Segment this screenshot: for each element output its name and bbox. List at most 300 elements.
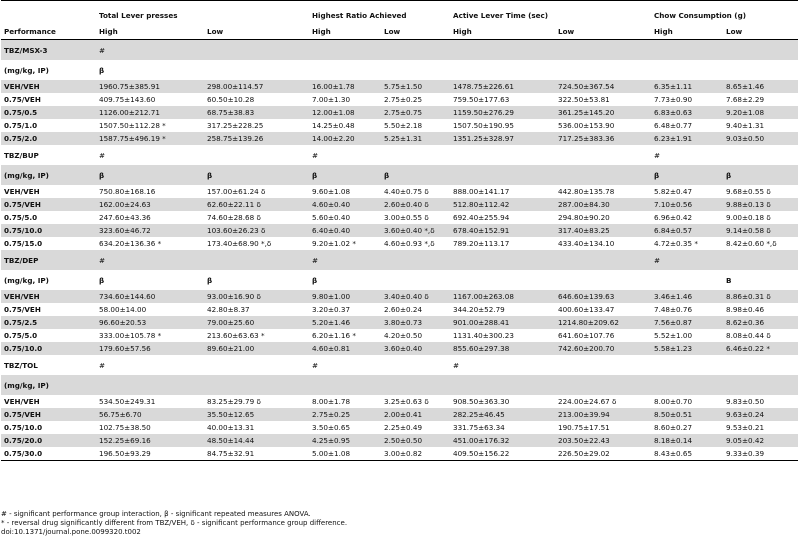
significance-mark: β xyxy=(96,165,204,185)
data-cell: 4.72±0.35 * xyxy=(654,239,698,248)
data-cell: 173.40±68.90 *,δ xyxy=(207,239,272,248)
data-cell: 742.60±200.70 xyxy=(555,342,651,355)
data-cell: 6.48±0.77 xyxy=(654,121,693,130)
data-cell: 2.25±0.49 xyxy=(384,423,423,432)
data-cell: 9.88±0.13 δ xyxy=(723,198,798,211)
data-cell: 9.83±0.50 xyxy=(726,397,765,406)
data-cell: 7.73±0.90 xyxy=(654,95,693,104)
data-cell: 1507.50±190.95 xyxy=(453,121,514,130)
data-cell: 9.60±1.08 xyxy=(312,187,351,196)
data-cell: 103.60±26.23 δ xyxy=(204,224,309,237)
significance-mark xyxy=(450,60,555,80)
data-cell: 2.75±0.25 xyxy=(309,408,381,421)
data-cell: 646.60±139.63 xyxy=(555,290,651,303)
data-cell: 9.00±0.18 δ xyxy=(726,213,771,222)
significance-mark xyxy=(450,165,555,185)
data-cell: 258.75±139.26 xyxy=(204,132,309,145)
data-cell: 12.00±1.08 xyxy=(309,106,381,119)
significance-mark xyxy=(450,270,555,290)
data-cell: 1167.00±263.08 xyxy=(450,290,555,303)
data-cell: 7.10±0.56 xyxy=(651,198,723,211)
data-cell: 8.98±0.46 xyxy=(726,305,765,314)
significance-mark: B xyxy=(726,275,732,285)
data-cell: 4.25±0.95 xyxy=(309,434,381,447)
data-cell: 855.60±297.38 xyxy=(450,342,555,355)
data-cell: 9.14±0.58 δ xyxy=(723,224,798,237)
data-cell: 294.80±90.20 xyxy=(558,213,610,222)
data-cell: 2.75±0.75 xyxy=(381,106,450,119)
table-row xyxy=(1,106,798,119)
block-unit-row xyxy=(1,60,798,80)
significance-mark xyxy=(204,60,309,80)
data-cell: 692.40±255.94 xyxy=(453,213,510,222)
row-label: 0.75/VEH xyxy=(4,305,41,314)
header-high: High xyxy=(309,23,381,40)
significance-mark xyxy=(555,270,651,290)
header-row-groups xyxy=(1,7,798,23)
significance-mark: # xyxy=(453,360,460,370)
significance-mark xyxy=(555,250,651,270)
data-cell: 5.20±1.46 xyxy=(309,316,381,329)
table-row xyxy=(1,342,798,355)
data-cell: 282.25±46.45 xyxy=(450,408,555,421)
significance-mark: β xyxy=(309,165,381,185)
footnote-symbols-1: # - significant performance group interaction, β - significant repeated measures ANOVA. xyxy=(1,510,311,518)
significance-mark: β xyxy=(312,275,318,285)
data-cell: 1960.75±385.91 xyxy=(96,80,204,93)
row-label: 0.75/10.0 xyxy=(4,423,43,432)
data-cell: 4.60±0.93 *,δ xyxy=(384,239,435,248)
data-cell: 536.00±153.90 xyxy=(558,121,615,130)
row-label: VEH/VEH xyxy=(1,80,96,93)
data-cell: 9.05±0.42 xyxy=(723,434,798,447)
data-cell: 333.00±105.78 * xyxy=(99,331,162,340)
data-cell: 5.82±0.47 xyxy=(654,187,693,196)
dose-unit-label: (mg/kg, IP) xyxy=(1,375,96,395)
data-cell: 298.00±114.57 xyxy=(204,80,309,93)
data-cell: 512.80±112.42 xyxy=(450,198,555,211)
data-cell: 717.25±383.36 xyxy=(555,132,651,145)
block-unit-row xyxy=(1,375,798,395)
header-blank xyxy=(1,7,96,23)
data-cell: 7.48±0.76 xyxy=(654,305,693,314)
significance-mark: # xyxy=(309,250,381,270)
table-row xyxy=(1,237,798,250)
block-title: TBZ/BUP xyxy=(4,150,39,160)
data-cell: 323.60±46.72 xyxy=(96,224,204,237)
block-title: TBZ/DEP xyxy=(1,250,96,270)
row-label: 0.75/15.0 xyxy=(4,239,43,248)
significance-mark: # xyxy=(99,360,106,370)
significance-mark xyxy=(555,40,651,61)
row-label: 0.75/10.0 xyxy=(1,342,96,355)
data-cell: 1351.25±328.97 xyxy=(450,132,555,145)
data-cell: 93.00±16.90 δ xyxy=(204,290,309,303)
data-table xyxy=(1,0,798,461)
significance-mark xyxy=(381,375,450,395)
significance-mark: β xyxy=(99,275,105,285)
data-cell: 4.20±0.50 xyxy=(384,331,423,340)
table-row xyxy=(1,408,798,421)
data-cell: 6.20±1.16 * xyxy=(312,331,356,340)
data-cell: 344.20±52.79 xyxy=(453,305,505,314)
significance-mark xyxy=(651,355,723,375)
footnote-doi: doi:10.1371/journal.pone.0099320.t002 xyxy=(1,528,141,536)
data-cell: 152.25±69.16 xyxy=(96,434,204,447)
significance-mark xyxy=(309,40,381,61)
significance-mark xyxy=(723,375,798,395)
block-unit-row xyxy=(1,165,798,185)
row-label: 0.75/VEH xyxy=(4,95,41,104)
header-performance: Performance xyxy=(1,23,96,40)
table-row xyxy=(1,329,798,342)
table-row xyxy=(1,434,798,447)
significance-mark: # xyxy=(99,150,106,160)
data-cell: 102.75±38.50 xyxy=(99,423,151,432)
data-cell: 79.00±25.60 xyxy=(204,316,309,329)
significance-mark xyxy=(381,145,450,165)
significance-mark xyxy=(723,145,798,165)
data-cell: 2.50±0.50 xyxy=(381,434,450,447)
data-cell: 56.75±6.70 xyxy=(96,408,204,421)
data-cell: 8.00±1.78 xyxy=(312,397,351,406)
data-cell: 83.25±29.79 δ xyxy=(207,397,261,406)
data-cell: 888.00±141.17 xyxy=(453,187,510,196)
significance-mark: β xyxy=(723,165,798,185)
data-cell: 8.43±0.65 xyxy=(651,447,723,461)
data-cell: 451.00±176.32 xyxy=(450,434,555,447)
significance-mark xyxy=(555,375,651,395)
significance-mark xyxy=(723,355,798,375)
data-cell: 317.40±83.25 xyxy=(555,224,651,237)
significance-mark xyxy=(309,375,381,395)
data-cell: 409.75±143.60 xyxy=(99,95,156,104)
significance-mark xyxy=(381,250,450,270)
header-low: Low xyxy=(381,23,450,40)
data-cell: 2.60±0.40 δ xyxy=(381,198,450,211)
significance-mark xyxy=(204,145,309,165)
table-row xyxy=(1,421,798,434)
data-cell: 9.03±0.50 xyxy=(723,132,798,145)
data-cell: 84.75±32.91 xyxy=(204,447,309,461)
significance-mark: # xyxy=(96,250,204,270)
data-cell: 361.25±145.20 xyxy=(555,106,651,119)
significance-mark: β xyxy=(207,275,213,285)
row-label: 0.75/2.0 xyxy=(1,132,96,145)
significance-mark xyxy=(555,145,651,165)
data-cell: 8.00±0.70 xyxy=(654,397,693,406)
significance-mark xyxy=(723,60,798,80)
significance-mark xyxy=(309,60,381,80)
data-cell: 634.20±136.36 * xyxy=(99,239,162,248)
significance-mark xyxy=(450,40,555,61)
data-cell: 213.60±63.63 * xyxy=(207,331,265,340)
data-cell: 5.58±1.23 xyxy=(651,342,723,355)
data-cell: 759.50±177.63 xyxy=(453,95,510,104)
footnotes xyxy=(1,510,347,537)
data-cell: 1126.00±212.71 xyxy=(96,106,204,119)
header-highest-ratio: Highest Ratio Achieved xyxy=(312,10,407,20)
data-cell: 96.60±20.53 xyxy=(96,316,204,329)
significance-mark: β xyxy=(99,65,105,75)
significance-mark xyxy=(204,375,309,395)
significance-mark: β xyxy=(651,165,723,185)
table-row xyxy=(1,211,798,224)
data-cell: 322.50±53.81 xyxy=(558,95,610,104)
significance-mark xyxy=(651,40,723,61)
table-row xyxy=(1,132,798,145)
data-cell: 8.50±0.51 xyxy=(651,408,723,421)
data-cell: 16.00±1.78 xyxy=(309,80,381,93)
data-cell: 62.60±22.11 δ xyxy=(204,198,309,211)
header-row-levels xyxy=(1,23,798,40)
data-cell: 224.00±24.67 δ xyxy=(558,397,617,406)
significance-mark xyxy=(381,270,450,290)
data-cell: 14.00±2.20 xyxy=(309,132,381,145)
block-title-row xyxy=(1,250,798,270)
data-cell: 6.46±0.22 * xyxy=(723,342,798,355)
data-cell: 8.86±0.31 δ xyxy=(723,290,798,303)
data-cell: 3.60±0.40 xyxy=(381,342,450,355)
data-cell: 8.18±0.14 xyxy=(651,434,723,447)
data-cell: 179.60±57.56 xyxy=(96,342,204,355)
row-label: 0.75/5.0 xyxy=(4,331,38,340)
data-cell: 400.60±133.47 xyxy=(558,305,615,314)
table-row xyxy=(1,316,798,329)
data-cell: 89.60±21.00 xyxy=(204,342,309,355)
data-cell: 2.75±0.25 xyxy=(384,95,423,104)
table-row xyxy=(1,290,798,303)
row-label: VEH/VEH xyxy=(4,397,40,406)
table-row xyxy=(1,80,798,93)
significance-mark xyxy=(555,165,651,185)
significance-mark: # xyxy=(651,250,723,270)
data-cell: 162.00±24.63 xyxy=(96,198,204,211)
header-low: Low xyxy=(555,23,651,40)
data-cell: 8.65±1.46 xyxy=(723,80,798,93)
data-cell: 8.60±0.27 xyxy=(654,423,693,432)
data-cell: 1507.50±112.28 * xyxy=(99,121,166,130)
significance-mark xyxy=(555,60,651,80)
data-cell: 68.75±38.83 xyxy=(204,106,309,119)
data-cell: 9.40±1.31 xyxy=(726,121,765,130)
table-row xyxy=(1,185,798,198)
significance-mark: β xyxy=(204,165,309,185)
data-cell: 750.80±168.16 xyxy=(99,187,156,196)
data-cell: 1478.75±226.61 xyxy=(450,80,555,93)
significance-mark xyxy=(651,270,723,290)
significance-mark xyxy=(381,60,450,80)
data-cell: 734.60±144.60 xyxy=(96,290,204,303)
significance-mark xyxy=(723,250,798,270)
data-cell: 3.46±1.46 xyxy=(651,290,723,303)
row-label: VEH/VEH xyxy=(1,290,96,303)
significance-mark: # xyxy=(654,150,661,160)
significance-mark xyxy=(450,145,555,165)
row-label: 0.75/10.0 xyxy=(1,224,96,237)
table-row xyxy=(1,447,798,461)
header-chow-consumption: Chow Consumption (g) xyxy=(654,10,747,20)
block-title-row xyxy=(1,145,798,165)
data-cell: 1587.75±496.19 * xyxy=(96,132,204,145)
data-cell: 40.00±13.31 xyxy=(207,423,255,432)
data-cell: 3.20±0.37 xyxy=(312,305,351,314)
data-cell: 58.00±14.00 xyxy=(99,305,147,314)
data-cell: 7.56±0.87 xyxy=(651,316,723,329)
table-row xyxy=(1,224,798,237)
data-cell: 9.53±0.21 xyxy=(726,423,765,432)
table-row xyxy=(1,93,798,106)
significance-mark xyxy=(204,40,309,61)
row-label: 0.75/30.0 xyxy=(1,447,96,461)
data-cell: 8.08±0.44 δ xyxy=(726,331,771,340)
data-cell: 317.25±228.25 xyxy=(207,121,264,130)
data-cell: 678.40±152.91 xyxy=(450,224,555,237)
data-cell: 5.00±1.08 xyxy=(309,447,381,461)
table-row xyxy=(1,119,798,132)
data-cell: 2.60±0.24 xyxy=(384,305,423,314)
data-cell: 2.00±0.41 xyxy=(381,408,450,421)
data-cell: 48.50±14.44 xyxy=(204,434,309,447)
data-cell: 196.50±93.29 xyxy=(96,447,204,461)
significance-mark: # xyxy=(96,40,204,61)
row-label: VEH/VEH xyxy=(4,187,40,196)
data-cell: 6.35±1.11 xyxy=(651,80,723,93)
data-cell: 433.40±134.10 xyxy=(558,239,615,248)
data-cell: 6.83±0.63 xyxy=(651,106,723,119)
data-cell: 1131.40±300.23 xyxy=(453,331,514,340)
header-high: High xyxy=(651,23,723,40)
data-cell: 409.50±156.22 xyxy=(450,447,555,461)
row-label: 0.75/20.0 xyxy=(1,434,96,447)
header-high: High xyxy=(96,23,204,40)
footnote-symbols-2: * - reversal drug significantly different from TBZ/VEH, δ - significant performance group difference. xyxy=(1,519,348,527)
significance-mark: # xyxy=(312,150,319,160)
data-cell: 8.62±0.36 xyxy=(723,316,798,329)
row-label: 0.75/1.0 xyxy=(4,121,38,130)
block-title-row xyxy=(1,355,798,375)
data-cell: 9.33±0.39 xyxy=(723,447,798,461)
data-cell: 3.40±0.40 δ xyxy=(381,290,450,303)
data-cell: 1159.50±276.29 xyxy=(450,106,555,119)
data-cell: 7.00±1.30 xyxy=(312,95,351,104)
data-cell: 6.84±0.57 xyxy=(651,224,723,237)
row-label: 0.75/VEH xyxy=(1,408,96,421)
data-cell: 724.50±367.54 xyxy=(555,80,651,93)
data-cell: 74.60±28.68 δ xyxy=(207,213,261,222)
data-cell: 901.00±288.41 xyxy=(450,316,555,329)
data-cell: 789.20±113.17 xyxy=(453,239,510,248)
data-cell: 7.68±2.29 xyxy=(726,95,765,104)
data-cell: 35.50±12.65 xyxy=(204,408,309,421)
table-row xyxy=(1,303,798,316)
data-cell: 213.00±39.94 xyxy=(555,408,651,421)
block-title-row xyxy=(1,40,798,61)
data-cell: 3.00±0.82 xyxy=(381,447,450,461)
significance-mark xyxy=(381,355,450,375)
data-cell: 3.60±0.40 *,δ xyxy=(381,224,450,237)
data-cell: 226.50±29.02 xyxy=(555,447,651,461)
table-row xyxy=(1,198,798,211)
data-cell: 9.68±0.55 δ xyxy=(726,187,771,196)
data-cell: 14.25±0.48 xyxy=(312,121,355,130)
data-cell: 9.63±0.24 xyxy=(723,408,798,421)
row-label: 0.75/5.0 xyxy=(4,213,38,222)
data-cell: 8.42±0.60 *,δ xyxy=(726,239,777,248)
data-cell: 908.50±363.30 xyxy=(453,397,510,406)
header-high: High xyxy=(450,23,555,40)
dose-unit-label: (mg/kg, IP) xyxy=(1,165,96,185)
data-cell: 9.20±1.08 xyxy=(723,106,798,119)
block-title: TBZ/MSX-3 xyxy=(1,40,96,61)
data-cell: 247.60±43.36 xyxy=(99,213,151,222)
block-title: TBZ/TOL xyxy=(4,360,38,370)
data-cell: 4.60±0.81 xyxy=(309,342,381,355)
header-active-lever-time: Active Lever Time (sec) xyxy=(453,10,549,20)
data-cell: 5.75±1.50 xyxy=(381,80,450,93)
significance-mark xyxy=(450,250,555,270)
block-unit-row xyxy=(1,270,798,290)
data-cell: 641.60±107.76 xyxy=(558,331,615,340)
row-label: 0.75/2.5 xyxy=(1,316,96,329)
header-low: Low xyxy=(204,23,309,40)
data-cell: 5.25±1.31 xyxy=(381,132,450,145)
significance-mark xyxy=(204,355,309,375)
data-cell: 60.50±10.28 xyxy=(207,95,255,104)
data-cell: 190.75±17.51 xyxy=(558,423,610,432)
significance-mark xyxy=(96,375,204,395)
data-cell: 3.00±0.55 δ xyxy=(384,213,429,222)
data-cell: 6.96±0.42 xyxy=(654,213,693,222)
significance-mark xyxy=(651,375,723,395)
dose-unit-label: (mg/kg, IP) xyxy=(4,65,49,75)
table-row xyxy=(1,395,798,408)
data-cell: 3.50±0.65 xyxy=(312,423,351,432)
data-cell: 5.60±0.40 xyxy=(312,213,351,222)
data-cell: 203.50±22.43 xyxy=(555,434,651,447)
significance-mark xyxy=(651,60,723,80)
significance-mark xyxy=(555,355,651,375)
data-cell: 42.80±8.37 xyxy=(207,305,250,314)
data-cell: 4.60±0.40 xyxy=(309,198,381,211)
significance-mark xyxy=(450,375,555,395)
significance-mark: # xyxy=(312,360,319,370)
row-label: 0.75/0.5 xyxy=(1,106,96,119)
data-cell: 1214.80±209.62 xyxy=(555,316,651,329)
significance-mark xyxy=(204,250,309,270)
significance-mark xyxy=(723,40,798,61)
data-cell: 6.23±1.91 xyxy=(651,132,723,145)
header-low: Low xyxy=(723,23,798,40)
data-cell: 3.25±0.63 δ xyxy=(384,397,429,406)
data-cell: 3.80±0.73 xyxy=(381,316,450,329)
significance-mark: β xyxy=(381,165,450,185)
data-cell: 9.20±1.02 * xyxy=(312,239,356,248)
data-cell: 5.52±1.00 xyxy=(654,331,693,340)
data-cell: 287.00±84.30 xyxy=(555,198,651,211)
dose-unit-label: (mg/kg, IP) xyxy=(4,275,49,285)
header-total-lever-presses: Total Lever presses xyxy=(99,10,178,20)
data-cell: 442.80±135.78 xyxy=(558,187,615,196)
data-cell: 6.40±0.40 xyxy=(309,224,381,237)
data-cell: 157.00±61.24 δ xyxy=(207,187,266,196)
data-cell: 4.40±0.75 δ xyxy=(384,187,429,196)
data-cell: 9.80±1.00 xyxy=(309,290,381,303)
significance-mark xyxy=(381,40,450,61)
data-cell: 5.50±2.18 xyxy=(384,121,423,130)
data-cell: 534.50±249.31 xyxy=(99,397,156,406)
data-cell: 331.75±63.34 xyxy=(453,423,505,432)
